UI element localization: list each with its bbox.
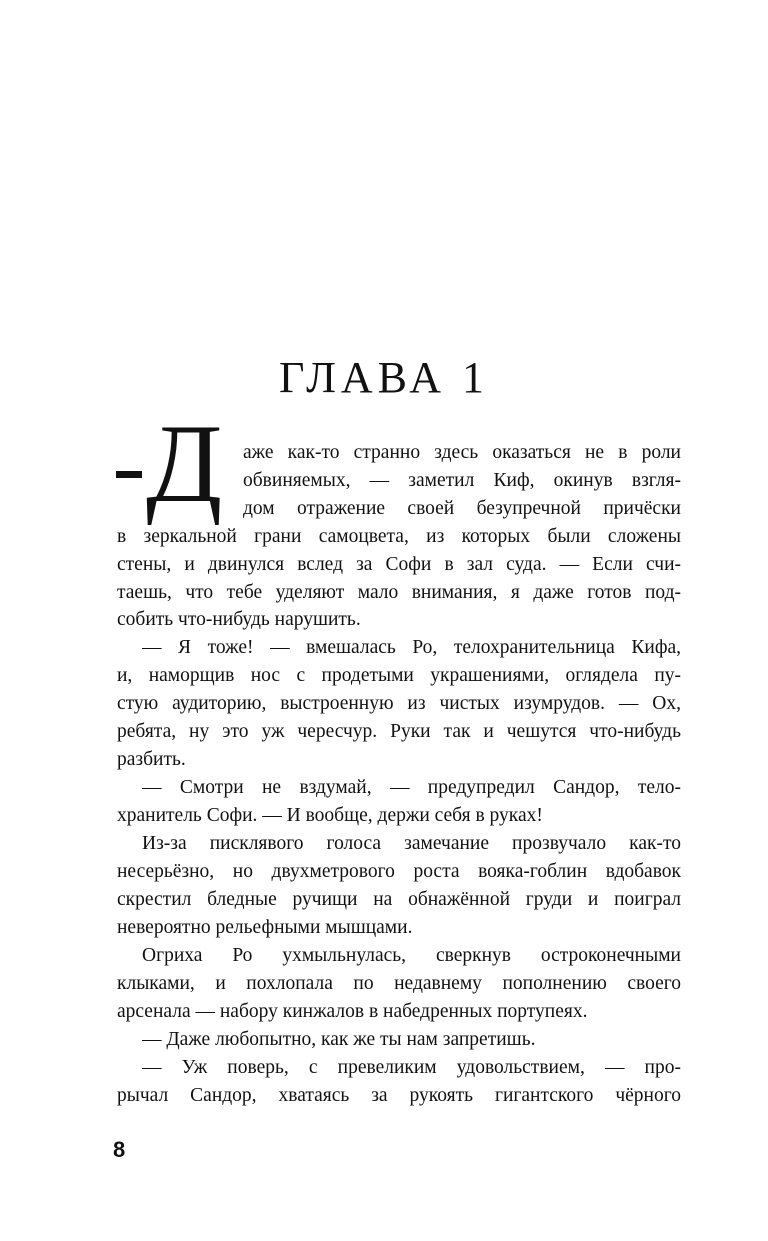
text-line: — Уж поверь, с превеликим удовольствием, — про- <box>142 1057 681 1078</box>
text-line: хранитель Софи. — И вообще, держи себя в руках! <box>117 805 543 826</box>
drop-cap-dash <box>116 471 142 478</box>
text-line: несерьёзно, но двухметрового роста вояка-гоблин вдобавок <box>117 861 681 882</box>
text-line: Из-за писклявого голоса замечание прозвучало как-то <box>142 833 681 854</box>
text-line: арсенала — набору кинжалов в набедренных портупеях. <box>117 1001 588 1022</box>
text-line: — Даже любопытно, как же ты нам запретишь. <box>142 1029 536 1050</box>
text-line: — Я тоже! — вмешалась Ро, телохранительница Кифа, <box>142 637 681 658</box>
text-line: стены, и двинулся вслед за Софи в зал суда. — Если счи- <box>117 554 681 575</box>
text-line: невероятно рельефными мышцами. <box>117 917 413 938</box>
text-line: — Смотри не вздумай, — предупредил Сандор, тело- <box>142 777 681 798</box>
drop-cap-letter: Д <box>146 402 223 526</box>
text-line: таешь, что тебе уделяют мало внимания, я даже готов под- <box>117 582 681 603</box>
text-line: в зеркальной грани самоцвета, из которых были сложены <box>117 526 681 547</box>
text-line: Огриха Ро ухмыльнулась, сверкнув остроконечными <box>142 945 681 966</box>
text-line: рычал Сандор, хватаясь за рукоять гигантского чёрного <box>117 1085 681 1106</box>
text-line: ребята, ну это уж чересчур. Руки так и чешутся что-нибудь <box>117 721 681 742</box>
text-line: и, наморщив нос с продетыми украшениями, оглядела пу- <box>117 665 681 686</box>
text-line: скрестил бледные ручищи на обнажённой груди и поиграл <box>117 889 681 910</box>
text-line: клыками, и похлопала по недавнему пополнению своего <box>117 973 681 994</box>
text-line: собить что-нибудь нарушить. <box>117 609 361 630</box>
page-number: 8 <box>113 1137 126 1162</box>
text-line: обвиняемых, — заметил Киф, окинув взгля- <box>243 470 681 491</box>
chapter-title: ГЛАВА 1 <box>278 353 490 402</box>
text-line: аже как-то странно здесь оказаться не в роли <box>243 442 681 463</box>
text-line: стую аудиторию, выстроенную из чистых изумрудов. — Ох, <box>117 693 681 714</box>
text-line: дом отражение своей безупречной причёски <box>243 498 681 519</box>
text-line: разбить. <box>117 749 186 770</box>
